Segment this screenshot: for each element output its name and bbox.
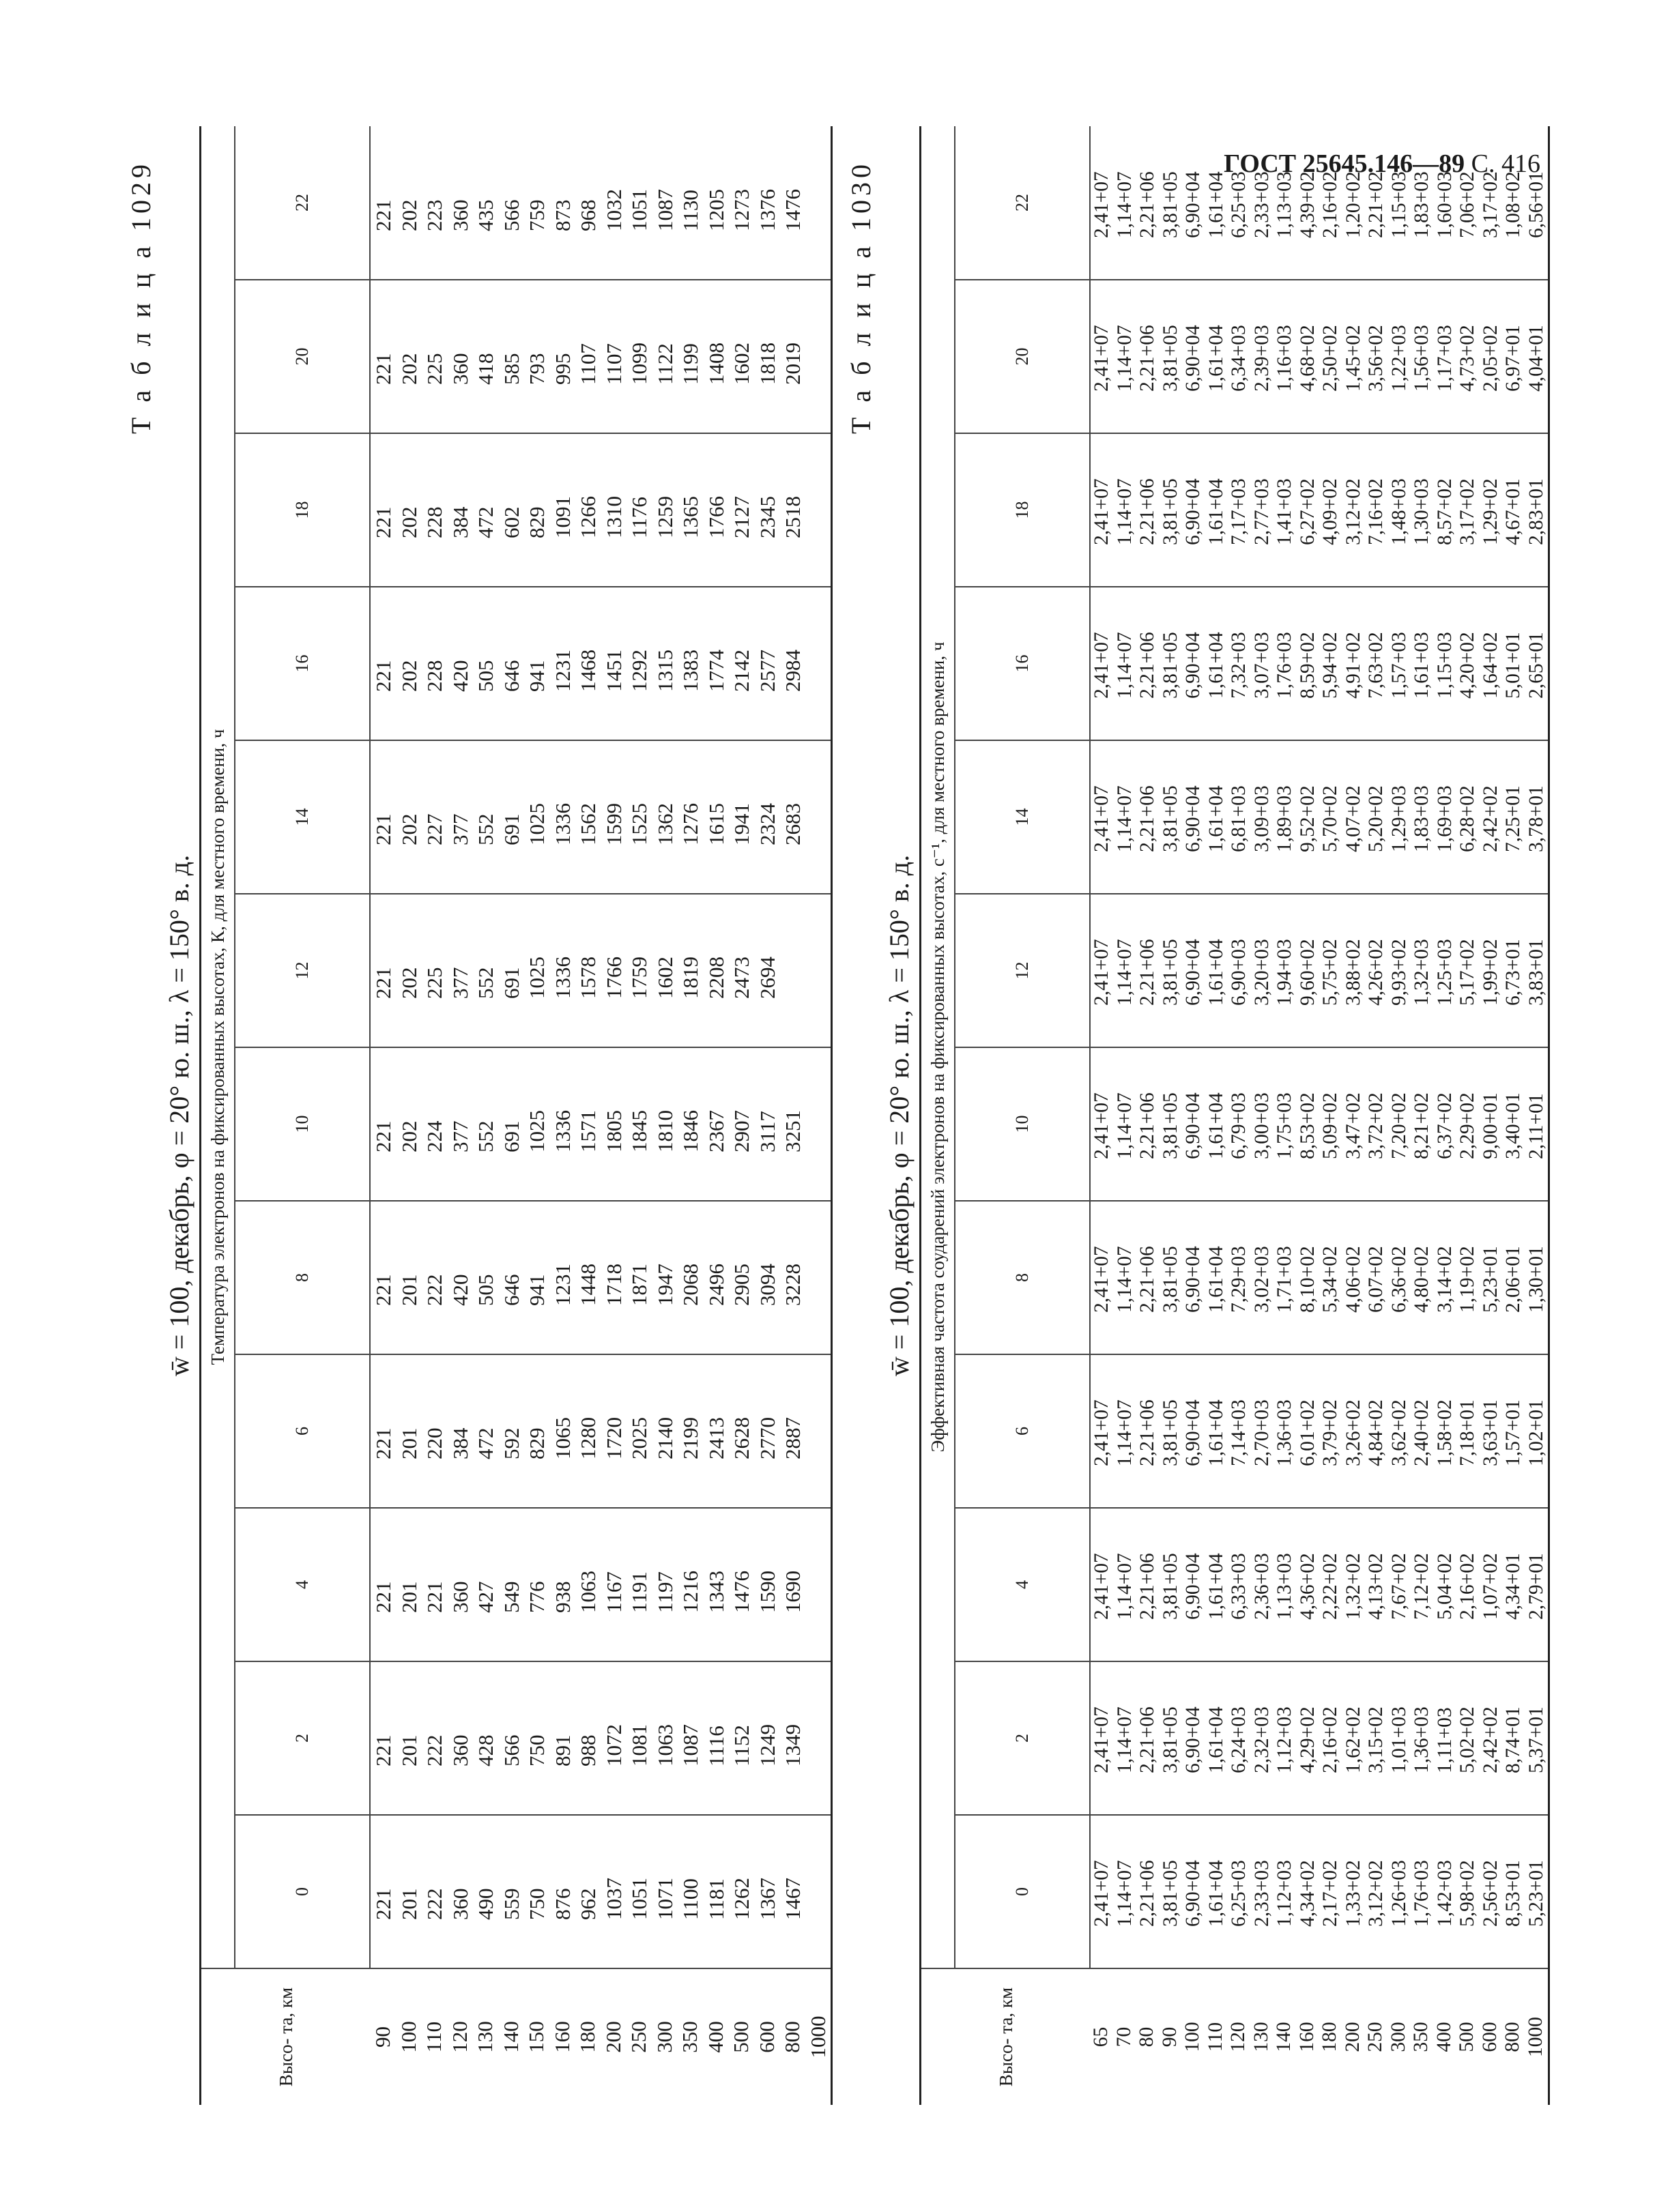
value-column: 221 201 221 360 427 549 776 938 1063 1167 1191 1197 1216 1343 1476 1590 1690 [370,1508,832,1661]
hour-header: 18 [235,433,370,587]
altitude-header: Высо- та, км [921,1968,1090,2105]
hour-header: 12 [235,894,370,1047]
quantity-header: Температура электронов на фиксированных высотах, К, для местного времени, ч [201,126,235,1968]
value-column: 2,41+07 1,14+07 2,21+06 3,81+05 6,90+04 1,61+04 6,90+03 3,20+03 1,94+03 9,60+02 5,75+02 3,88+02 4,26+02 9,93+02 1,32+03 1,25+03 5,17+02 1,99+02 6,73+01 3,83+01 [1090,894,1549,1047]
altitude-column: 90 100 110 120 130 140 150 160 180 200 250 300 350 400 500 600 800 1000 [370,1968,832,2105]
hour-header: 16 [955,587,1090,740]
value-column: 2,41+07 1,14+07 2,21+06 3,81+05 6,90+04 1,61+04 7,32+03 3,07+03 1,76+03 8,59+02 5,94+02 4,91+02 7,63+02 1,57+03 1,61+03 1,15+03 4,20+02 1,64+02 5,01+01 2,65+01 [1090,587,1549,740]
hour-header: 22 [955,126,1090,280]
value-column: 2,41+07 1,14+07 2,21+06 3,81+05 6,90+04 1,61+04 6,79+03 3,00+03 1,75+03 8,53+02 5,09+02 3,47+02 3,72+02 7,20+02 8,21+02 6,37+02 2,29+02 9,00+01 3,40+01 2,11+01 [1090,1047,1549,1201]
table-number: Т а б л и ц а 1029 [126,160,156,435]
hour-header: 14 [955,740,1090,894]
hour-header: 4 [235,1508,370,1661]
value-column: 2,41+07 1,14+07 2,21+06 3,81+05 6,90+04 1,61+04 6,33+03 2,36+03 1,13+03 4,36+02 2,22+02 1,32+02 4,13+02 7,67+02 7,12+02 5,04+02 2,16+02 1,07+02 4,34+01 2,79+01 [1090,1508,1549,1661]
table-title: w̄ = 100, декабрь, φ = 20° ю. ш., λ = 150° в. д. [884,854,915,1377]
hour-header: 22 [235,126,370,280]
value-column: 2,41+07 1,14+07 2,21+06 3,81+05 6,90+04 1,61+04 6,24+03 2,32+03 1,12+03 4,29+02 2,16+02 1,62+02 3,15+02 1,01+03 1,36+03 1,11+03 5,02+02 2,42+02 8,74+01 5,37+01 [1090,1661,1549,1815]
hour-header: 2 [955,1661,1090,1815]
value-column: 2,41+07 1,14+07 2,21+06 3,81+05 6,90+04 1,61+04 7,29+03 3,02+03 1,71+03 8,10+02 5,34+02 4,06+02 6,07+02 6,36+02 4,80+02 3,14+02 1,19+02 5,23+01 2,06+01 1,30+01 [1090,1201,1549,1354]
hour-header: 12 [955,894,1090,1047]
table-number: Т а б л и ц а 1030 [846,160,876,435]
value-column: 221 202 225 377 552 691 1025 1336 1578 1766 1759 1602 1819 2208 2473 2694 [370,894,832,1047]
hour-header: 0 [235,1815,370,1968]
quantity-header: Эффективная частота соударений электронов на фиксированных высотах, с⁻¹, для местного времени, ч [921,126,955,1968]
value-column: 221 201 222 360 490 559 750 876 962 1037 1051 1071 1100 1181 1262 1367 1467 [370,1815,832,1968]
value-column: 2,41+07 1,14+07 2,21+06 3,81+05 6,90+04 1,61+04 7,17+03 2,77+03 1,41+03 6,27+02 4,09+02 3,12+02 7,16+02 1,48+03 1,30+03 8,57+02 3,17+02 1,29+02 4,67+01 2,83+01 [1090,433,1549,587]
value-column: 221 202 227 377 552 691 1025 1336 1562 1599 1525 1362 1276 1615 1941 2324 2683 [370,740,832,894]
altitude-header: Высо- та, км [201,1968,370,2105]
table-row [370,126,832,2105]
value-column: 221 202 224 377 552 691 1025 1336 1571 1805 1845 1810 1846 2367 2907 3117 3251 [370,1047,832,1201]
value-column: 2,41+07 1,14+07 2,21+06 3,81+05 6,90+04 1,61+04 6,25+03 2,33+03 1,12+03 4,34+02 2,17+02 1,33+02 3,12+02 1,26+03 1,76+03 1,42+03 5,98+02 2,56+02 8,53+01 5,23+01 [1090,1815,1549,1968]
value-column: 221 201 220 384 472 592 829 1065 1280 1720 2025 2140 2199 2413 2628 2770 2887 [370,1354,832,1508]
page-number: С. 416 [1471,149,1540,178]
hour-headers [955,126,1090,2105]
table-row [1090,126,1549,2105]
hour-header: 6 [955,1354,1090,1508]
hour-header: 20 [955,280,1090,433]
hour-header: 10 [235,1047,370,1201]
hour-header: 10 [955,1047,1090,1201]
value-column: 221 201 222 360 428 566 750 891 988 1072 1081 1063 1087 1116 1152 1249 1349 [370,1661,832,1815]
hour-header: 20 [235,280,370,433]
value-column: 2,41+07 1,14+07 2,21+06 3,81+05 6,90+04 1,61+04 6,34+03 2,39+03 1,16+03 4,68+02 2,50+02 1,45+02 3,56+02 1,22+03 1,56+03 1,17+03 4,73+02 2,05+02 6,97+01 4,04+01 [1090,280,1549,433]
hour-header: 18 [955,433,1090,587]
value-column: 221 202 223 360 435 566 759 873 968 1032 1051 1087 1130 1205 1273 1376 1476 [370,126,832,280]
altitude-column: 65 70 80 90 100 110 120 130 140 160 180 200 250 300 350 400 500 600 800 1000 [1090,1968,1549,2105]
value-column: 221 202 228 420 505 646 941 1231 1468 1451 1292 1315 1383 1774 2142 2577 2984 [370,587,832,740]
hour-header: 8 [955,1201,1090,1354]
value-column: 221 202 225 360 418 585 793 995 1107 1107 1099 1122 1199 1408 1602 1818 2019 [370,280,832,433]
value-column: 2,41+07 1,14+07 2,21+06 3,81+05 6,90+04 1,61+04 7,14+03 2,70+03 1,36+03 6,01+02 3,79+02 3,26+02 4,84+02 3,62+02 2,40+02 1,58+02 7,18+01 3,63+01 1,57+01 1,02+01 [1090,1354,1549,1508]
hour-header: 8 [235,1201,370,1354]
hour-header: 16 [235,587,370,740]
hour-header: 4 [955,1508,1090,1661]
value-column: 221 202 228 384 472 602 829 1091 1266 1310 1176 1259 1365 1766 2127 2345 2518 [370,433,832,587]
value-column: 2,41+07 1,14+07 2,21+06 3,81+05 6,90+04 1,61+04 6,81+03 3,09+03 1,89+03 9,52+02 5,70+02 4,07+02 5,20+02 1,29+03 1,83+03 1,69+03 6,28+02 2,42+02 7,25+01 3,78+01 [1090,740,1549,894]
data-table [919,126,1550,2105]
hour-headers [235,126,370,2105]
data-table [199,126,833,2105]
hour-header: 14 [235,740,370,894]
value-column: 2,41+07 1,14+07 2,21+06 3,81+05 6,90+04 1,61+04 6,25+03 2,33+03 1,13+03 4,39+02 2,16+02 1,20+02 2,21+02 1,15+03 1,83+03 1,60+03 7,06+02 3,17+02 1,08+02 6,56+01 [1090,126,1549,280]
hour-header: 0 [955,1815,1090,1968]
hour-header: 6 [235,1354,370,1508]
table-block-1029 [123,126,833,2105]
table-block-1030 [843,126,1550,2105]
value-column: 221 201 222 420 505 646 941 1231 1448 1718 1871 1947 2068 2496 2905 3094 3228 [370,1201,832,1354]
table-title: w̄ = 100, декабрь, φ = 20° ю. ш., λ = 150° в. д. [164,854,195,1377]
hour-header: 2 [235,1661,370,1815]
standard-code: ГОСТ 25645.146—89 [1224,149,1465,178]
